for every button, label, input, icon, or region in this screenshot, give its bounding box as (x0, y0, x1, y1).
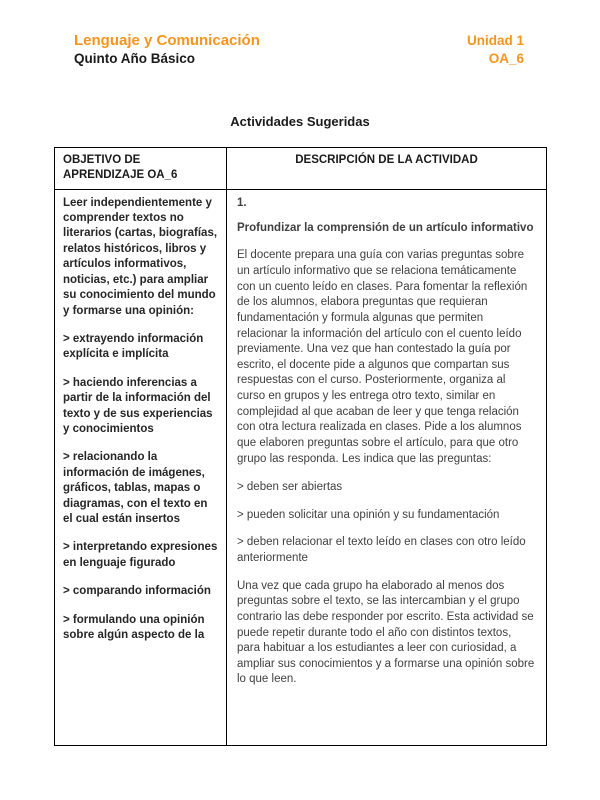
activity-paragraph-1: El docente prepara una guía con varias preguntas sobre un artículo informativo que se relaciona temáticamente con un cuento leído en clases. Para fomentar la reflexión de los alumnos, elabora preguntas que requieran fundamentación y formula algunas que permiten relacionar la información del artículo con el cuento leído previamente. Una vez que han contestado la guía por escrito, el docente pide a algunos que compartan sus respuestas con el curso. Posteriormente, organiza al curso en grupos y les entrega otro texto, similar en complejidad al que acaban de leer y que tenga relación con otra lectura realizada en clases. Pide a los alumnos que elaboren preguntas sobre el artículo, para que otro grupo las responda. Les indica que las preguntas: (237, 249, 528, 465)
unit-label: Unidad 1 (466, 33, 524, 48)
activity-bullet: > pueden solicitar una opinión y su fundamentación (237, 508, 500, 521)
activity-bullet: > deben relacionar el texto leído en clases con otro leído anteriormente (237, 536, 526, 565)
activity-bullet: > deben ser abiertas (237, 481, 343, 494)
activity-title: Profundizar la comprensión de un artículo informativo (237, 222, 534, 235)
objective-intro: Leer independientemente y comprender textos no literarios (cartas, biografías, relatos históricos, libros y artículos informativos, noticias, etc.) para ampliar su conocimiento del mundo y formarse una opinión: (63, 196, 218, 317)
header-row-top (74, 32, 524, 51)
table-header-row (55, 147, 547, 189)
table-row (55, 189, 547, 745)
activity-paragraph-2: Una vez que cada grupo ha elaborado al menos dos preguntas sobre el texto, se las intercambian y el grupo contrario las debe responder por escrito. Esta actividad se puede repetir durante todo el año con distintos textos, para habituar a los estudiantes a leer con curiosidad, a ampliar sus conocimientos y a formarse una opinión sobre lo que leen. (237, 579, 535, 686)
activity-bullet-list (237, 480, 536, 567)
header-row-bottom (74, 51, 524, 68)
page-title: Actividades Sugeridas (230, 113, 370, 129)
objective-bullet-list (63, 332, 218, 644)
objective-bullet: > haciendo inferencias a partir de la información del texto y de sus experiencias y conocimientos (63, 376, 213, 435)
objective-bullet: > relacionando la información de imágenes, gráficos, tablas, mapas o diagramas, con el texto en el cual están insertos (63, 451, 208, 525)
activities-table (54, 147, 547, 746)
activity-cell (227, 189, 547, 745)
objective-cell (55, 189, 227, 745)
objective-bullet: > comparando información (63, 585, 211, 598)
grade-label: Quinto Año Básico (74, 50, 195, 66)
objective-bullet: > extrayendo información explícita e implícita (63, 332, 204, 361)
activity-number: 1. (237, 196, 247, 209)
objective-column-header: OBJETIVO DE APRENDIZAJE OA_6 (55, 147, 227, 189)
document-header (74, 32, 524, 68)
objective-bullet: > formulando una opinión sobre algún aspecto de la (63, 613, 205, 641)
subject-title: Lenguaje y Comunicación (74, 32, 260, 49)
objective-bullet: > interpretando expresiones en lenguaje figurado (63, 541, 218, 569)
oa-label: OA_6 (488, 50, 524, 66)
description-column-header: DESCRIPCIÓN DE LA ACTIVIDAD (227, 147, 547, 189)
